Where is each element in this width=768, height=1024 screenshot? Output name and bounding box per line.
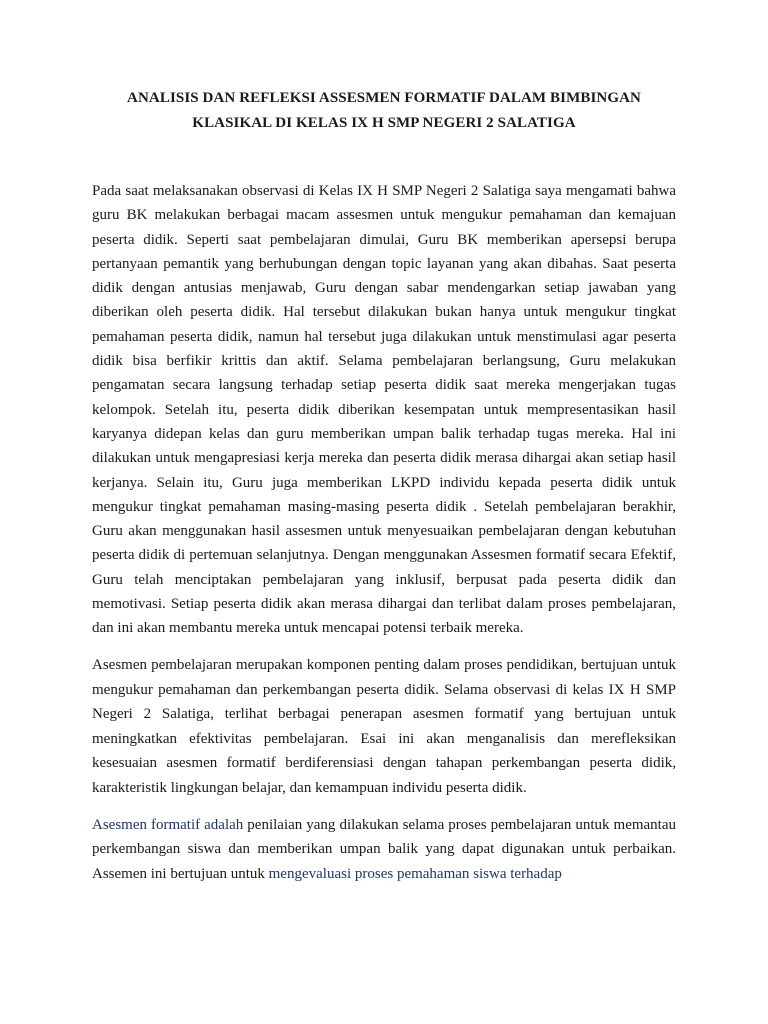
document-title [92, 86, 676, 136]
paragraph-definition-text: penilaian yang dilakukan selama proses pembelajaran untuk memantau perkembangan siswa dan memberikan umpan balik yang dapat digunakan untuk perbaikan. Assemen ini bertujuan untuk [92, 816, 677, 882]
hyperlink-mengevaluasi[interactable]: mengevaluasi proses pemahaman siswa terhadap [268, 865, 562, 882]
title-line-1: ANALISIS DAN REFLEKSI ASSESMEN FORMATIF DALAM BIMBINGAN [127, 90, 641, 106]
document-body [92, 179, 676, 899]
hyperlink-asesmen-formatif[interactable]: Asesmen formatif adalah [92, 816, 244, 833]
title-line-2: KLASIKAL DI KELAS IX H SMP NEGERI 2 SALATIGA [192, 115, 576, 131]
paragraph-introduction: Asesmen pembelajaran merupakan komponen penting dalam proses pendidikan, bertujuan untuk mengukur pemahaman dan perkembangan peserta didik. Selama observasi di kelas IX H SMP Negeri 2 Salatiga, terlihat berbagai penerapan asesmen formatif yang bertujuan untuk meningkatkan efektivitas pembelajaran. Esai ini akan menganalisis dan merefleksikan kesesuaian asesmen formatif berdiferensiasi dengan tahapan perkembangan peserta didik, karakteristik lingkungan belajar, dan kemampuan individu peserta didik. [92, 657, 676, 796]
paragraph-observation: Pada saat melaksanakan observasi di Kelas IX H SMP Negeri 2 Salatiga saya mengamati bahwa guru BK melakukan berbagai macam assesmen untuk mengukur pemahaman dan kemajuan peserta didik. Seperti saat pembelajaran dimulai, Guru BK memberikan apersepsi berupa pertanyaan pemantik yang berhubungan dengan topic layanan yang akan dibahas. Saat peserta didik dengan antusias menjawab, Guru dengan sabar mendengarkan setiap jawaban yang diberikan oleh peserta didik. Hal tersebut dilakukan bukan hanya untuk mengukur tingkat pemahaman peserta didik, namun hal tersebut juga dilakukan untuk menstimulasi agar peserta didik bisa berfikir krittis dan aktif. Selama pembelajaran berlangsung, Guru melakukan pengamatan secara langsung terhadap setiap peserta didik saat mereka mengerjakan tugas kelompok. Setelah itu, peserta didik diberikan kesempatan untuk mempresentasikan hasil karyanya didepan kelas dan guru memberikan umpan balik terhadap tugas mereka. Hal ini dilakukan untuk mengapresiasi kerja mereka dan peserta didik merasa dihargai akan setiap hasil kerjanya. Selain itu, Guru juga memberikan LKPD individu kepada peserta didik untuk mengukur tingkat pemahaman masing-masing peserta didik . Setelah pembelajaran berakhir, Guru akan menggunakan hasil assesmen untuk menyesuaikan pembelajaran dengan kebutuhan peserta didik di pertemuan selanjutnya. Dengan menggunakan Assesmen formatif secara Efektif, Guru telah menciptakan pembelajaran yang inklusif, berpusat pada peserta didik dan memotivasi. Setiap peserta didik akan merasa dihargai dan terlibat dalam proses pembelajaran, dan ini akan membantu mereka untuk mencapai potensi terbaik mereka. [92, 183, 676, 637]
paragraph-definition [92, 813, 676, 887]
